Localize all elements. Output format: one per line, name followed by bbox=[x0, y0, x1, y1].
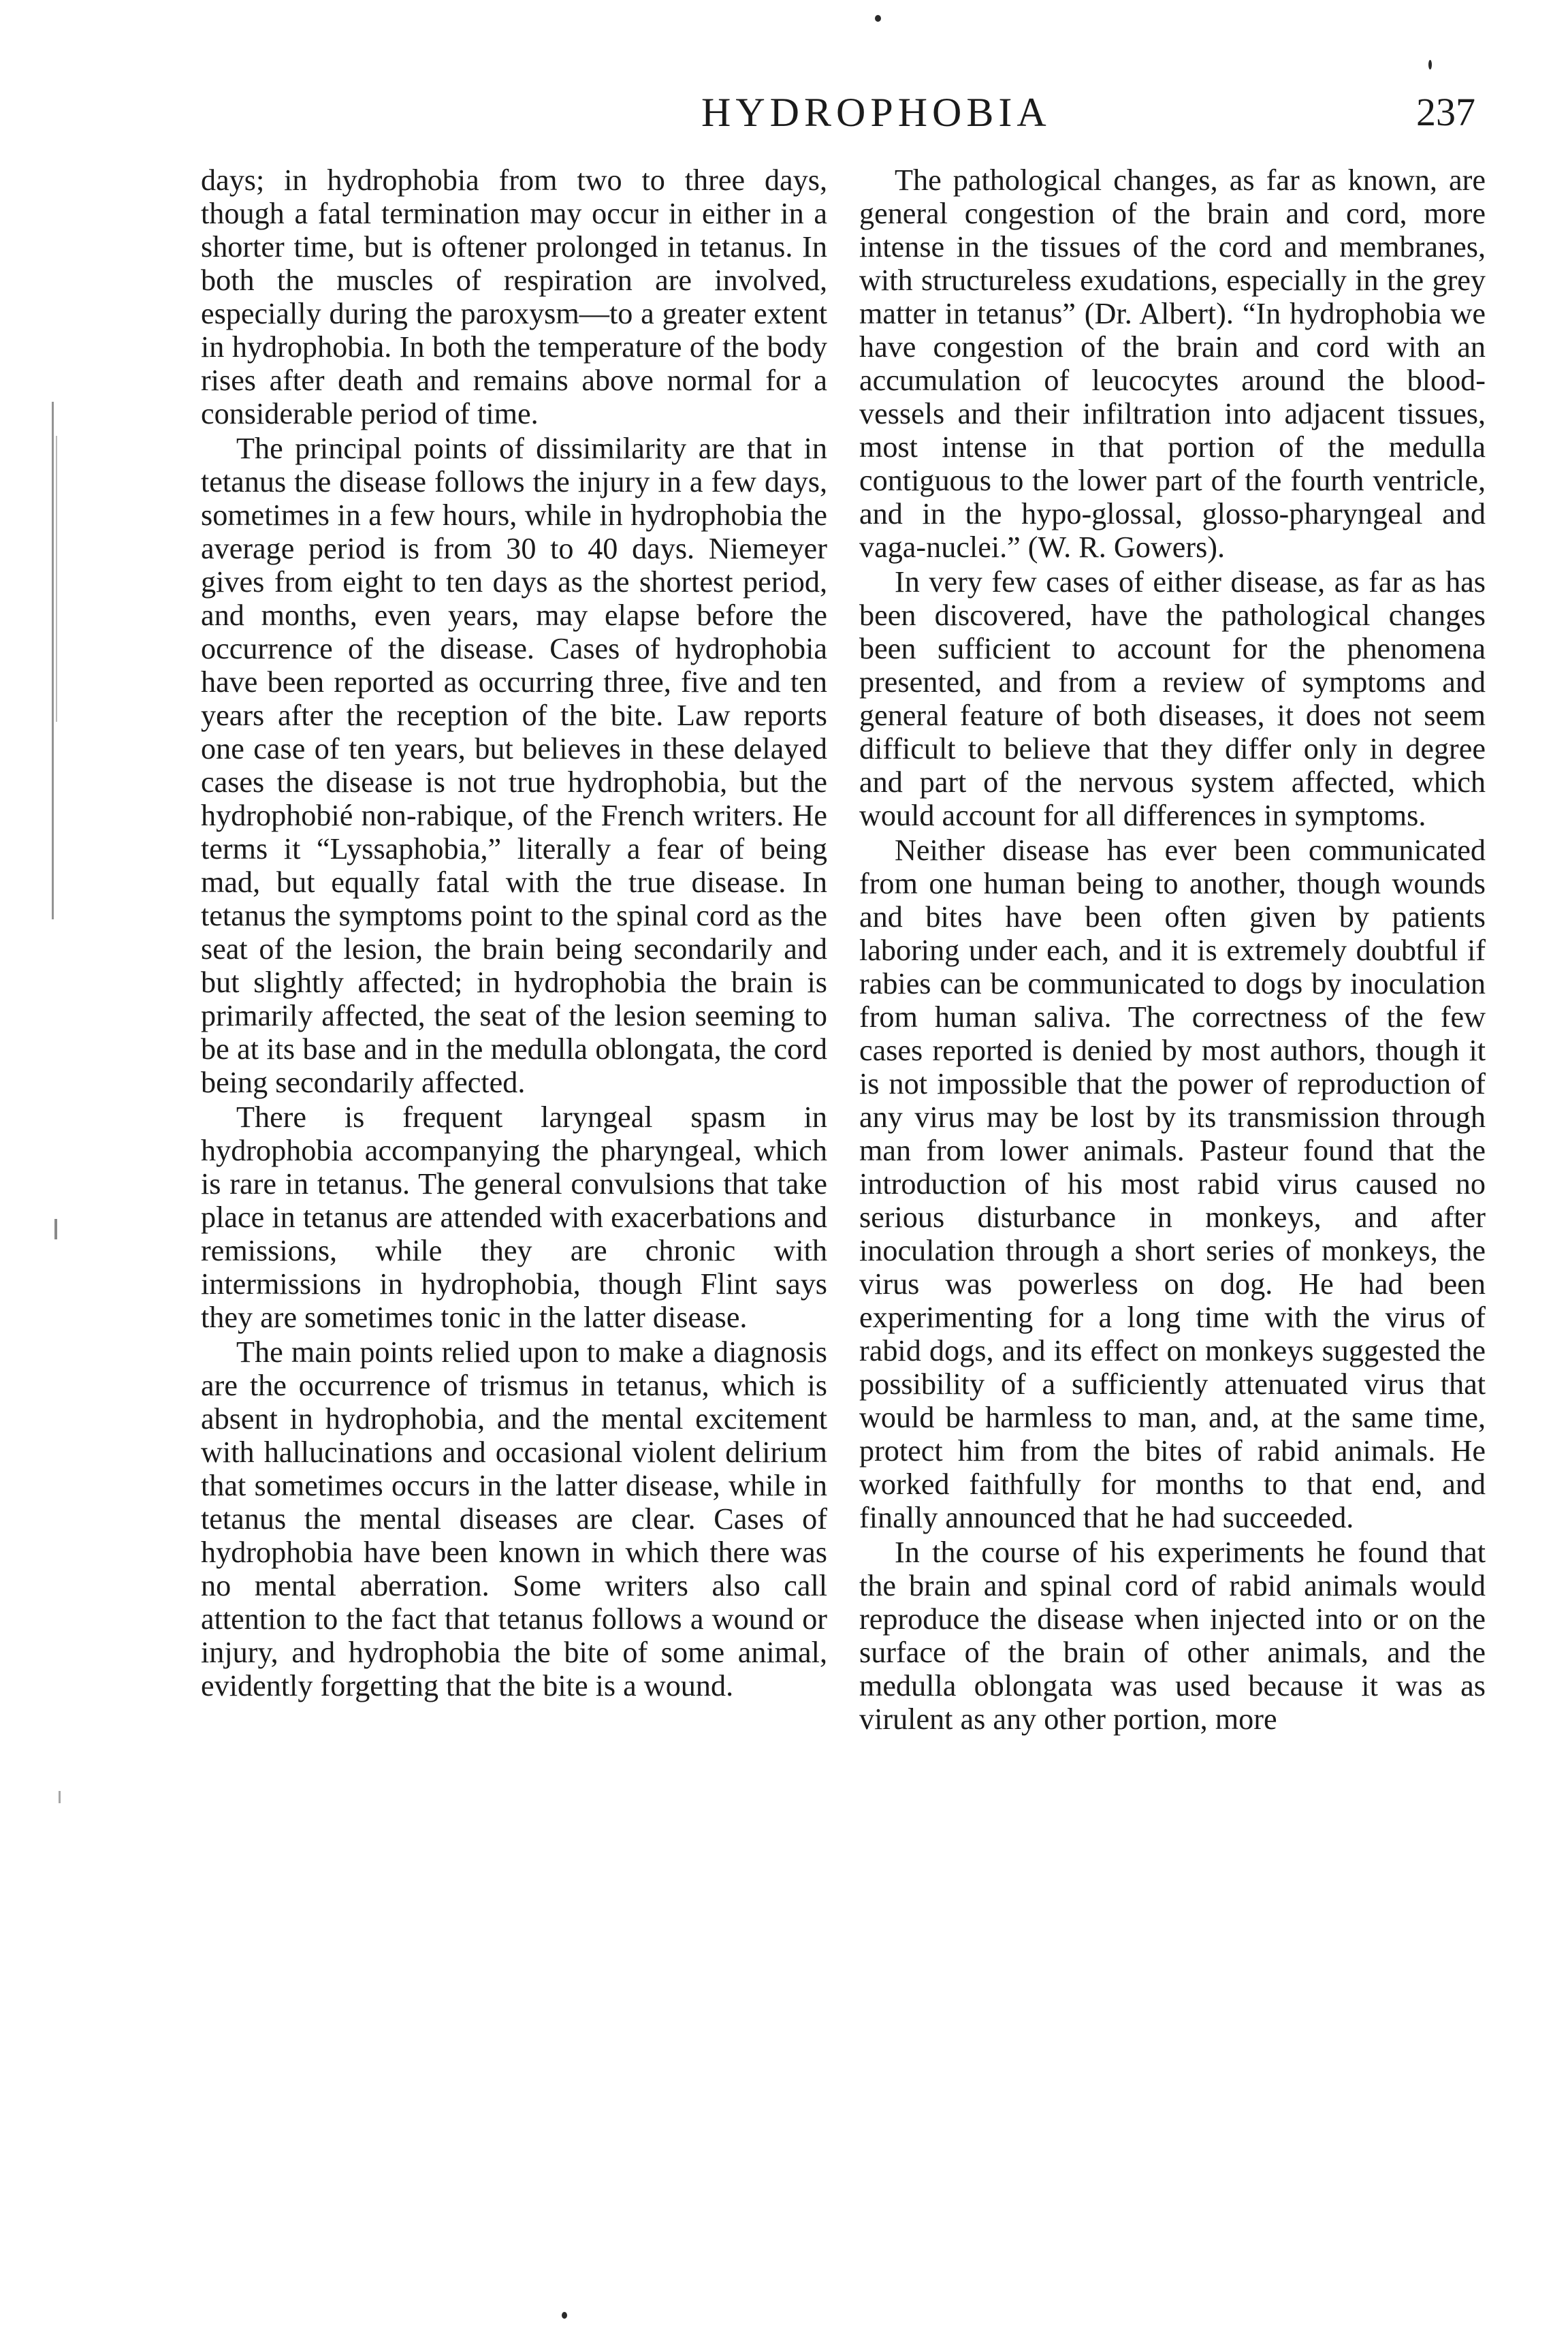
right-column bbox=[859, 163, 1486, 1736]
paragraph: The principal points of dissimilarity are that in tetanus the disease follows the injury in a few days, sometimes in a few hours, while in hydrophobia the average period is from 30 to 40 days. Niemeyer gives from eight to ten days as the shortest period, and months, even years, may elapse before the occurrence of the disease. Cases of hydrophobia have been reported as occurring three, five and ten years after the reception of the bite. Law reports one case of ten years, but believes in these delayed cases the disease is not true hydrophobia, but the hydrophobié non-rabique, of the French writers. He terms it “Lyssaphobia,” literally a fear of being mad, but equally fatal with the true disease. In tetanus the symptoms point to the spinal cord as the seat of the lesion, the brain being secondarily and but slightly affected; in hydrophobia the brain is primarily affected, the seat of the lesion seeming to be at its base and in the medulla oblongata, the cord being secondarily affected. bbox=[201, 432, 827, 1099]
left-column bbox=[201, 163, 827, 1702]
page-number: 237 bbox=[1416, 90, 1475, 134]
margin-mark bbox=[54, 1219, 57, 1239]
paragraph: days; in hydrophobia from two to three days, though a fatal termination may occur in either in a shorter time, but is oftener prolonged in tetanus. In both the muscles of respiration are involved, especially during the paroxysm—to a greater extent in hydrophobia. In both the temperature of the body rises after death and remains above normal for a considerable period of time. bbox=[201, 163, 827, 430]
margin-mark bbox=[56, 436, 57, 722]
running-head bbox=[0, 80, 1568, 142]
paragraph: Neither disease has ever been communicated from one human being to another, though wounds and bites have been often given by patients laboring under each, and it is extremely doubtful if rabies can be communicated to dogs by inoculation from human saliva. The correctness of the few cases reported is denied by most authors, though it is not impossible that the power of reproduction of any virus may be lost by its transmission through man from lower animals. Pasteur found that the introduction of his most rabid virus caused no serious disturbance in monkeys, and after inoculation through a short series of monkeys, the virus was powerless on dog. He had been experimenting for a long time with the virus of rabid dogs, and its effect on monkeys suggested the possibility of a sufficiently attenuated virus that would be harmless to man, and, at the same time, protect him from the bites of rabid animals. He worked faithfully for months to that end, and finally announced that he had succeeded. bbox=[859, 834, 1486, 1534]
paragraph: There is frequent laryngeal spasm in hydrophobia accompanying the pharyngeal, which is rare in tetanus. The general convulsions that take place in tetanus are attended with exacerbations and remissions, while they are chronic with intermissions in hydrophobia, though Flint says they are sometimes tonic in the latter disease. bbox=[201, 1100, 827, 1334]
margin-mark bbox=[59, 1791, 61, 1803]
paragraph: The pathological changes, as far as known, are general congestion of the brain and cord, more intense in the tissues of the cord and membranes, with structureless exudations, especially in the grey matter in tetanus” (Dr. Albert). “In hydrophobia we have congestion of the brain and cord with an accumulation of leucocytes around the blood-vessels and their infiltration into adjacent tissues, most intense in that portion of the medulla contiguous to the lower part of the fourth ventricle, and in the hypo-glossal, glosso-pharyngeal and vaga-nuclei.” (W. R. Gowers). bbox=[859, 163, 1486, 564]
paragraph: The main points relied upon to make a diagnosis are the occurrence of trismus in tetanus, which is absent in hydrophobia, and the mental excitement with hallucinations and occasional violent delirium that sometimes occurs in the latter disease, while in tetanus the mental diseases are clear. Cases of hydrophobia have been known in which there was no mental aberration. Some writers also call attention to the fact that tetanus follows a wound or injury, and hydrophobia the bite of some animal, evidently forgetting that the bite is a wound. bbox=[201, 1335, 827, 1702]
paragraph: In very few cases of either disease, as far as has been discovered, have the pathological changes been sufficient to account for the phenomena presented, and from a review of symptoms and general feature of both diseases, it does not seem difficult to believe that they differ only in degree and part of the nervous system affected, which would account for all differences in symptoms. bbox=[859, 565, 1486, 832]
paragraph: In the course of his experiments he found that the brain and spinal cord of rabid animals would reproduce the disease when injected into or on the surface of the brain of other animals, and the medulla oblongata was used because it was as virulent as any other portion, more bbox=[859, 1536, 1486, 1736]
scan-speck bbox=[875, 15, 881, 22]
scan-speck bbox=[562, 2312, 567, 2319]
margin-mark bbox=[52, 402, 54, 919]
scan-speck bbox=[1428, 60, 1432, 69]
running-title: HYDROPHOBIA bbox=[701, 90, 1051, 135]
